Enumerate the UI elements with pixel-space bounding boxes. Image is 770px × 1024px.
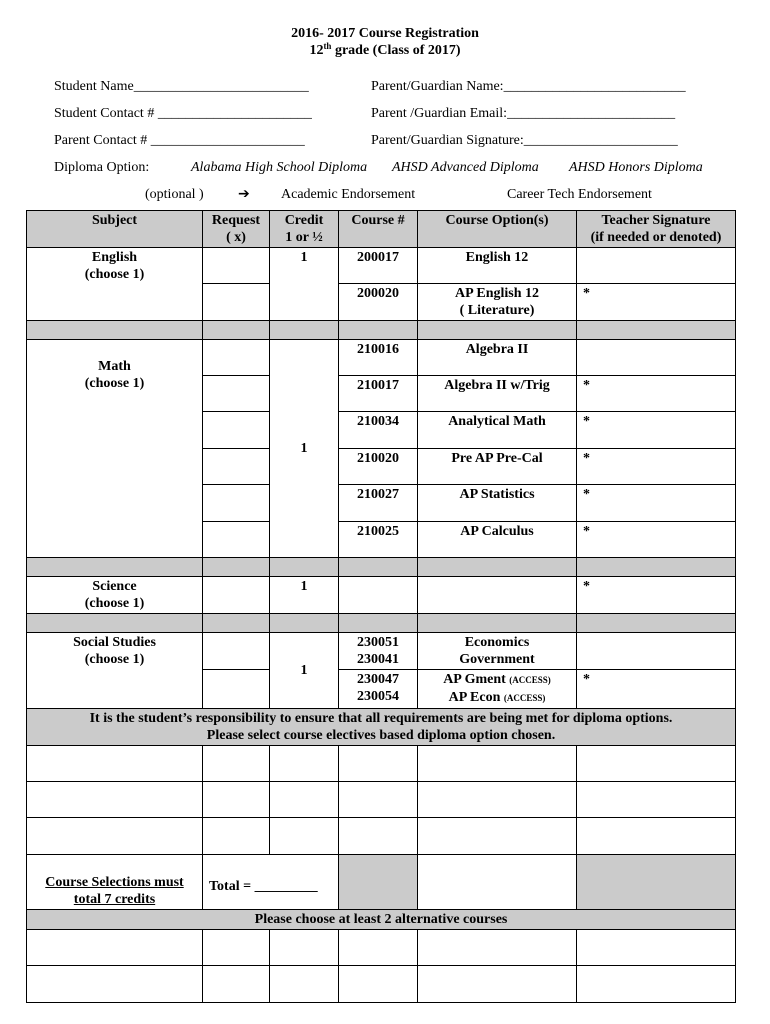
elective-cell[interactable] — [339, 818, 418, 855]
elective-cell[interactable] — [339, 746, 418, 782]
spacer-row — [27, 614, 736, 633]
header-credit-line2: 1 or ½ — [285, 230, 323, 245]
teacher-signature-cell[interactable] — [577, 248, 736, 284]
science-subject — [27, 577, 203, 614]
alternative-cell[interactable] — [270, 930, 339, 966]
course-option[interactable] — [418, 577, 577, 614]
course-option: Algebra II — [418, 340, 577, 376]
diploma-notice-line2: Please select course electives based diploma option chosen. — [206, 728, 556, 743]
course-number-ap-gment: 230047 — [357, 672, 399, 687]
science-credit: 1 — [270, 577, 339, 614]
access-tag: (ACCESS) — [509, 675, 551, 685]
request-checkbox[interactable] — [203, 485, 270, 522]
math-subject-line2: (choose 1) — [84, 376, 145, 391]
total-shade-cell — [339, 855, 418, 910]
course-option: English 12 — [418, 248, 577, 284]
request-checkbox[interactable] — [203, 248, 270, 284]
request-checkbox[interactable] — [203, 577, 270, 614]
spacer-row — [27, 321, 736, 340]
course-option-ap-gment: AP Gment — [443, 672, 506, 687]
spacer-cell — [339, 558, 418, 577]
course-option-ap-econ: AP Econ — [448, 690, 501, 705]
course-number: 210016 — [339, 340, 418, 376]
course-number — [339, 633, 418, 670]
request-checkbox[interactable] — [203, 782, 270, 818]
diploma-option-label: Diploma Option: — [54, 160, 150, 175]
student-contact-field[interactable]: Student Contact # ______________________ — [54, 106, 312, 121]
course-option-line2: ( Literature) — [459, 303, 535, 318]
grade-number: 12 — [309, 43, 324, 58]
course-option — [418, 670, 577, 709]
grade-suffix: th — [323, 41, 332, 51]
spacer-cell — [203, 321, 270, 340]
english-subject-line2: (choose 1) — [84, 267, 145, 282]
header-teacher-line1: Teacher Signature — [601, 213, 711, 228]
elective-cell[interactable] — [339, 782, 418, 818]
total-shade-cell — [577, 855, 736, 910]
alternative-cell[interactable] — [418, 930, 577, 966]
teacher-signature-cell[interactable] — [577, 746, 736, 782]
access-tag: (ACCESS) — [503, 693, 546, 703]
alternatives-notice: Please choose at least 2 alternative courses — [27, 910, 736, 930]
spacer-cell — [203, 558, 270, 577]
course-number: 200020 — [339, 284, 418, 321]
science-subject-line1: Science — [92, 579, 137, 594]
request-checkbox[interactable] — [203, 376, 270, 412]
elective-cell[interactable] — [27, 818, 203, 855]
alternative-cell[interactable] — [27, 930, 203, 966]
teacher-signature-cell[interactable]: * — [577, 284, 736, 321]
header-request — [203, 211, 270, 248]
spacer-cell — [418, 321, 577, 340]
social-studies-subject-line1: Social Studies — [73, 635, 156, 650]
guardian-email-field[interactable]: Parent /Guardian Email:________________________ — [371, 106, 676, 121]
science-subject-line2: (choose 1) — [84, 596, 145, 611]
course-number-economics: 230051 — [357, 635, 399, 650]
endorsement-academic[interactable]: Academic Endorsement — [281, 187, 416, 202]
teacher-signature-cell[interactable]: * — [577, 577, 736, 614]
spacer-cell — [418, 558, 577, 577]
alternative-row — [27, 930, 736, 966]
class-year: grade (Class of 2017) — [331, 43, 461, 58]
spacer-cell — [270, 321, 339, 340]
social-studies-subject — [27, 633, 203, 709]
spacer-cell — [270, 614, 339, 633]
english-subject-line1: English — [91, 250, 138, 265]
form-title: 2016- 2017 Course Registration — [291, 26, 479, 41]
endorsement-optional-label: (optional ) — [145, 187, 204, 202]
header-course-number: Course # — [339, 211, 418, 248]
course-option-line1: AP English 12 — [454, 286, 540, 301]
guardian-name-field[interactable]: Parent/Guardian Name:__________________________ — [371, 79, 686, 94]
total-blank-cell — [418, 855, 577, 910]
spacer-cell — [27, 558, 203, 577]
alternative-cell[interactable] — [270, 966, 339, 1003]
course-number-ap-econ: 230054 — [357, 689, 399, 704]
course-number: 210020 — [339, 449, 418, 485]
teacher-signature-cell[interactable] — [577, 782, 736, 818]
course-number: 210017 — [339, 376, 418, 412]
form-subtitle — [0, 42, 770, 59]
elective-cell[interactable] — [270, 782, 339, 818]
table-header-row — [27, 211, 736, 248]
credit-requirement-line1: Course Selections must — [45, 875, 184, 890]
arrow-right-icon: ➔ — [238, 186, 250, 202]
elective-cell[interactable] — [27, 746, 203, 782]
elective-cell[interactable] — [418, 782, 577, 818]
course-option: Analytical Math — [418, 412, 577, 449]
course-number: 210034 — [339, 412, 418, 449]
total-credits-field[interactable]: Total = _________ — [203, 855, 339, 910]
request-checkbox[interactable] — [203, 670, 270, 709]
social-studies-subject-line2: (choose 1) — [84, 652, 145, 667]
request-checkbox[interactable] — [203, 449, 270, 485]
teacher-signature-cell[interactable] — [577, 633, 736, 670]
table-row — [27, 577, 736, 614]
total-row — [27, 855, 736, 910]
request-checkbox[interactable] — [203, 412, 270, 449]
course-number-government: 230041 — [357, 652, 399, 667]
teacher-signature-cell[interactable]: * — [577, 376, 736, 412]
alternative-cell[interactable] — [339, 930, 418, 966]
spacer-cell — [577, 614, 736, 633]
table-row — [27, 248, 736, 284]
teacher-signature-cell[interactable]: * — [577, 449, 736, 485]
spacer-cell — [418, 614, 577, 633]
course-number: 210025 — [339, 522, 418, 558]
course-option: AP Calculus — [418, 522, 577, 558]
header-request-line2: ( x) — [226, 230, 246, 245]
request-checkbox[interactable] — [203, 966, 270, 1003]
credit-requirement — [27, 855, 203, 910]
course-number: 200017 — [339, 248, 418, 284]
elective-cell[interactable] — [27, 782, 203, 818]
header-teacher-line2: (if needed or denoted) — [590, 230, 722, 245]
english-credit: 1 — [270, 248, 339, 321]
request-checkbox[interactable] — [203, 818, 270, 855]
alternatives-header-row — [27, 910, 736, 930]
elective-cell[interactable] — [418, 746, 577, 782]
course-option: Algebra II w/Trig — [418, 376, 577, 412]
course-number[interactable] — [339, 577, 418, 614]
teacher-signature-cell[interactable]: * — [577, 485, 736, 522]
english-subject — [27, 248, 203, 321]
teacher-signature-cell[interactable]: * — [577, 670, 736, 709]
diploma-option-honors[interactable]: AHSD Honors Diploma — [569, 160, 703, 175]
spacer-cell — [339, 614, 418, 633]
alternative-cell[interactable] — [339, 966, 418, 1003]
credit-requirement-line2: total 7 credits — [73, 892, 156, 907]
header-teacher-signature — [577, 211, 736, 248]
teacher-signature-cell[interactable]: * — [577, 522, 736, 558]
course-number — [339, 670, 418, 709]
alternative-cell[interactable] — [418, 966, 577, 1003]
teacher-signature-cell[interactable] — [577, 930, 736, 966]
elective-row — [27, 818, 736, 855]
math-subject-line1: Math — [98, 359, 131, 374]
alternative-cell[interactable] — [27, 966, 203, 1003]
header-credit-line1: Credit — [284, 213, 324, 228]
math-credit: 1 — [270, 340, 339, 558]
spacer-cell — [577, 558, 736, 577]
parent-contact-field[interactable]: Parent Contact # ______________________ — [54, 133, 305, 148]
diploma-notice — [27, 709, 736, 746]
course-option — [418, 633, 577, 670]
table-row — [27, 340, 736, 376]
spacer-row — [27, 558, 736, 577]
guardian-signature-field[interactable]: Parent/Guardian Signature:______________________ — [371, 133, 678, 148]
header-credit — [270, 211, 339, 248]
request-checkbox[interactable] — [203, 340, 270, 376]
elective-cell[interactable] — [270, 818, 339, 855]
header-request-line1: Request — [211, 213, 261, 228]
diploma-option-standard[interactable]: Alabama High School Diploma — [191, 160, 368, 175]
elective-cell[interactable] — [418, 818, 577, 855]
course-option: Pre AP Pre-Cal — [418, 449, 577, 485]
spacer-cell — [203, 614, 270, 633]
spacer-cell — [577, 321, 736, 340]
course-option-government: Government — [459, 652, 535, 667]
request-checkbox[interactable] — [203, 930, 270, 966]
elective-row — [27, 746, 736, 782]
elective-row — [27, 782, 736, 818]
diploma-notice-line1: It is the student’s responsibility to ensure that all requirements are being met for diploma options. — [89, 711, 673, 726]
course-number: 210027 — [339, 485, 418, 522]
spacer-cell — [27, 614, 203, 633]
course-option: AP Statistics — [418, 485, 577, 522]
course-registration-table — [26, 210, 736, 1003]
spacer-cell — [339, 321, 418, 340]
request-checkbox[interactable] — [203, 633, 270, 670]
diploma-option-advanced[interactable]: AHSD Advanced Diploma — [392, 160, 539, 175]
spacer-cell — [27, 321, 203, 340]
request-checkbox[interactable] — [203, 522, 270, 558]
endorsement-career-tech[interactable]: Career Tech Endorsement — [507, 187, 652, 202]
request-checkbox[interactable] — [203, 284, 270, 321]
social-studies-credit: 1 — [270, 633, 339, 709]
teacher-signature-cell[interactable] — [577, 966, 736, 1003]
notice-row — [27, 709, 736, 746]
header-subject: Subject — [27, 211, 203, 248]
alternative-row — [27, 966, 736, 1003]
course-option — [418, 284, 577, 321]
math-subject — [27, 340, 203, 558]
student-name-field[interactable]: Student Name_________________________ — [54, 79, 309, 94]
elective-cell[interactable] — [270, 746, 339, 782]
spacer-cell — [270, 558, 339, 577]
header-course-options: Course Option(s) — [418, 211, 577, 248]
request-checkbox[interactable] — [203, 746, 270, 782]
course-option-economics: Economics — [464, 635, 530, 650]
table-row — [27, 633, 736, 670]
teacher-signature-cell[interactable] — [577, 818, 736, 855]
teacher-signature-cell[interactable] — [577, 340, 736, 376]
teacher-signature-cell[interactable]: * — [577, 412, 736, 449]
